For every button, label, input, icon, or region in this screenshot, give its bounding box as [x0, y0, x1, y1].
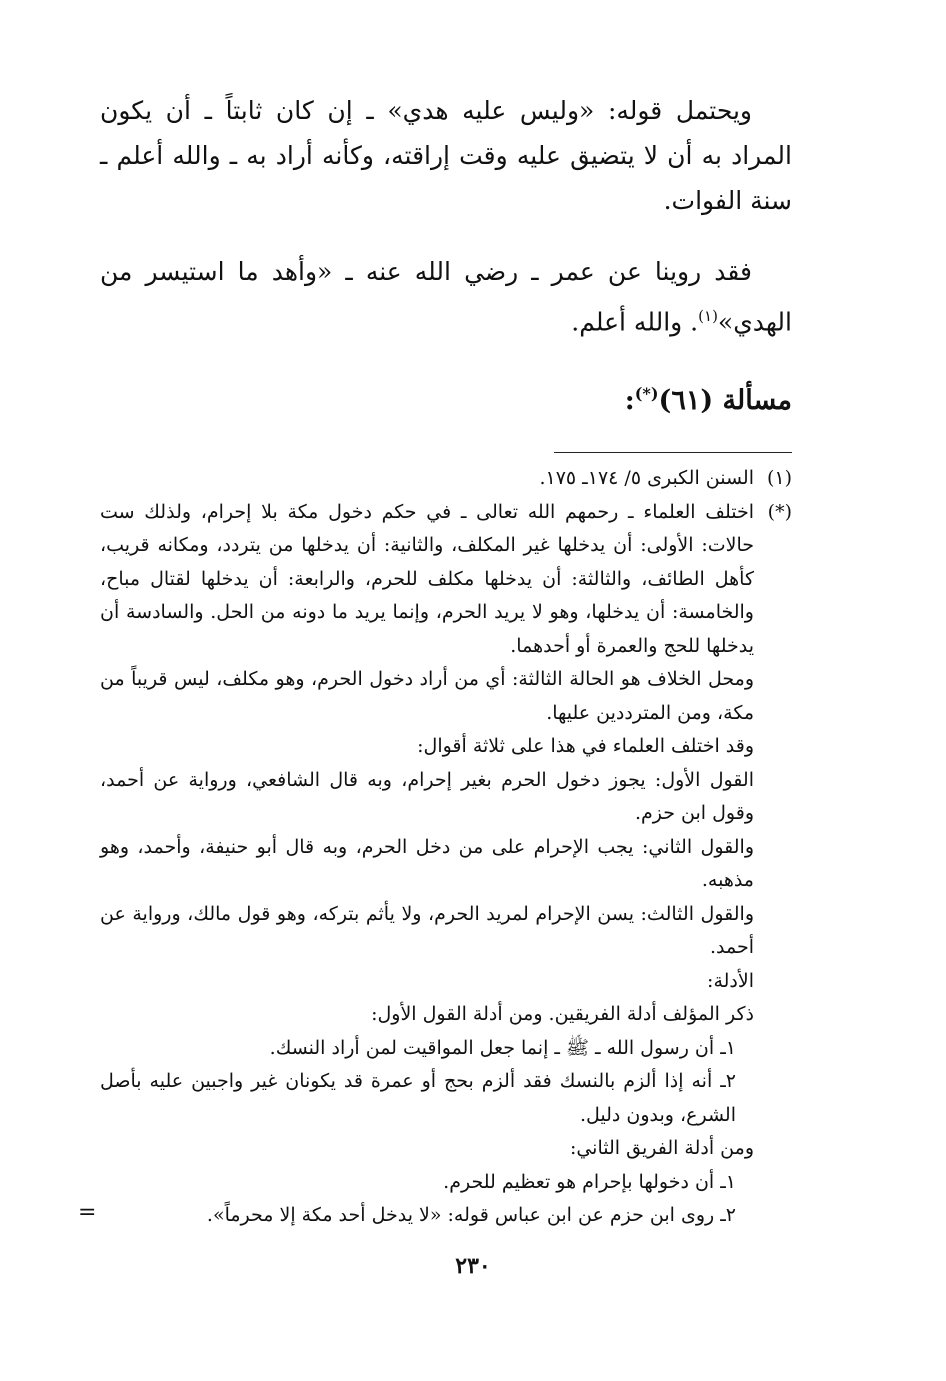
footnote-star-line: ١ـ أن دخولها بإحرام هو تعظيم للحرم. [443, 1170, 736, 1193]
footnote-star-line: الأدلة: [707, 969, 754, 992]
footnote-star-mark: (*) [767, 500, 792, 523]
main-text [100, 88, 792, 344]
footnote-star-line: ذكر المؤلف أدلة الفريقين. ومن أدلة القول الأول: [371, 1003, 754, 1025]
footnote-star-line: اختلف العلماء ـ رحمهم الله تعالى ـ في حكم دخول مكة بلا إحرام، ولذلك ست حالات: الأولى: أن يدخلها غير المكلف، والثانية: أن يدخلها من يتردد، ومكانه قريب، كأهل الطائف، والثالثة: أن يدخلها مكلف للحرم، والرابعة: أن يدخلها لقتال مباح، والخامسة: أن يدخلها، وهو لا يريد الحرم، وإنما يريد ما دونه من الحل. والسادسة أن يدخلها للحج والعمرة أو أحدهما. [100, 500, 754, 657]
footnote-star-line: وقد اختلف العلماء في هذا على ثلاثة أقوال: [417, 735, 754, 757]
paragraph-2-end: . والله أعلم. [571, 307, 699, 337]
section-heading [625, 372, 792, 423]
footnote-1-text: السنن الكبرى ٥/ ١٧٤ـ ١٧٥. [539, 467, 754, 489]
continuation-mark: = [78, 1200, 97, 1225]
page-number: ٢٣٠ [455, 1253, 491, 1279]
footnote-star-line: والقول الثاني: يجب الإحرام على من دخل الحرم، وبه قال أبو حنيفة، وأحمد، وهو مذهبه. [100, 835, 754, 891]
paragraph-2-text: فقد روينا عن عمر ـ رضي الله عنه ـ «وأهد ما استيسر من الهدي» [100, 257, 792, 337]
footnote-divider [554, 452, 792, 453]
section-title-colon: : [624, 385, 635, 416]
footnote-star-line: القول الأول: يجوز دخول الحرم بغير إحرام، وبه قال الشافعي، ورواية عن أحمد، وقول ابن حزم. [100, 768, 754, 824]
footnote-ref-1[interactable]: (١) [698, 307, 718, 325]
footnote-star-line: ومحل الخلاف هو الحالة الثالثة: أي من أراد دخول الحرم، وهو مكلف، ليس قريباً من مكة، ومن المترددين عليها. [100, 668, 754, 724]
footnote-star-line: ٢ـ روى ابن حزم عن ابن عباس قوله: «لا يدخل أحد مكة إلا محرماً». [206, 1204, 736, 1226]
footnote-ref-star[interactable]: (*) [634, 384, 659, 403]
footnote-star-line: ١ـ أن رسول الله ـ ﷺ ـ إنما جعل المواقيت لمن أراد النسك. [269, 1036, 736, 1059]
footnote-star-line: ٢ـ أنه إذا ألزم بالنسك فقد ألزم بحج أو عمرة قد يكونان غير واجبين عليه بأصل الشرع، وبدون دليل. [100, 1070, 736, 1126]
footnote-1 [100, 462, 792, 496]
footnote-1-mark: (١) [766, 467, 792, 489]
footnote-star-line: والقول الثالث: يسن الإحرام لمريد الحرم، ولا يأثم بتركه، وهو قول مالك، ورواية عن أحمد. [100, 902, 754, 958]
paragraph-2 [100, 249, 792, 344]
paragraph-1: ويحتمل قوله: «وليس عليه هدي» ـ إن كان ثابتاً ـ أن يكون المراد به أن لا يتضيق عليه وقت إراقته، وكأنه أراد به ـ والله أعلم ـ سنة الفوات. [100, 96, 792, 215]
footnote-star-line: ومن أدلة الفريق الثاني: [569, 1137, 754, 1159]
section-title-text: مسألة (٦١) [658, 385, 792, 416]
footnotes [100, 462, 792, 1233]
footnote-star [100, 496, 792, 1233]
